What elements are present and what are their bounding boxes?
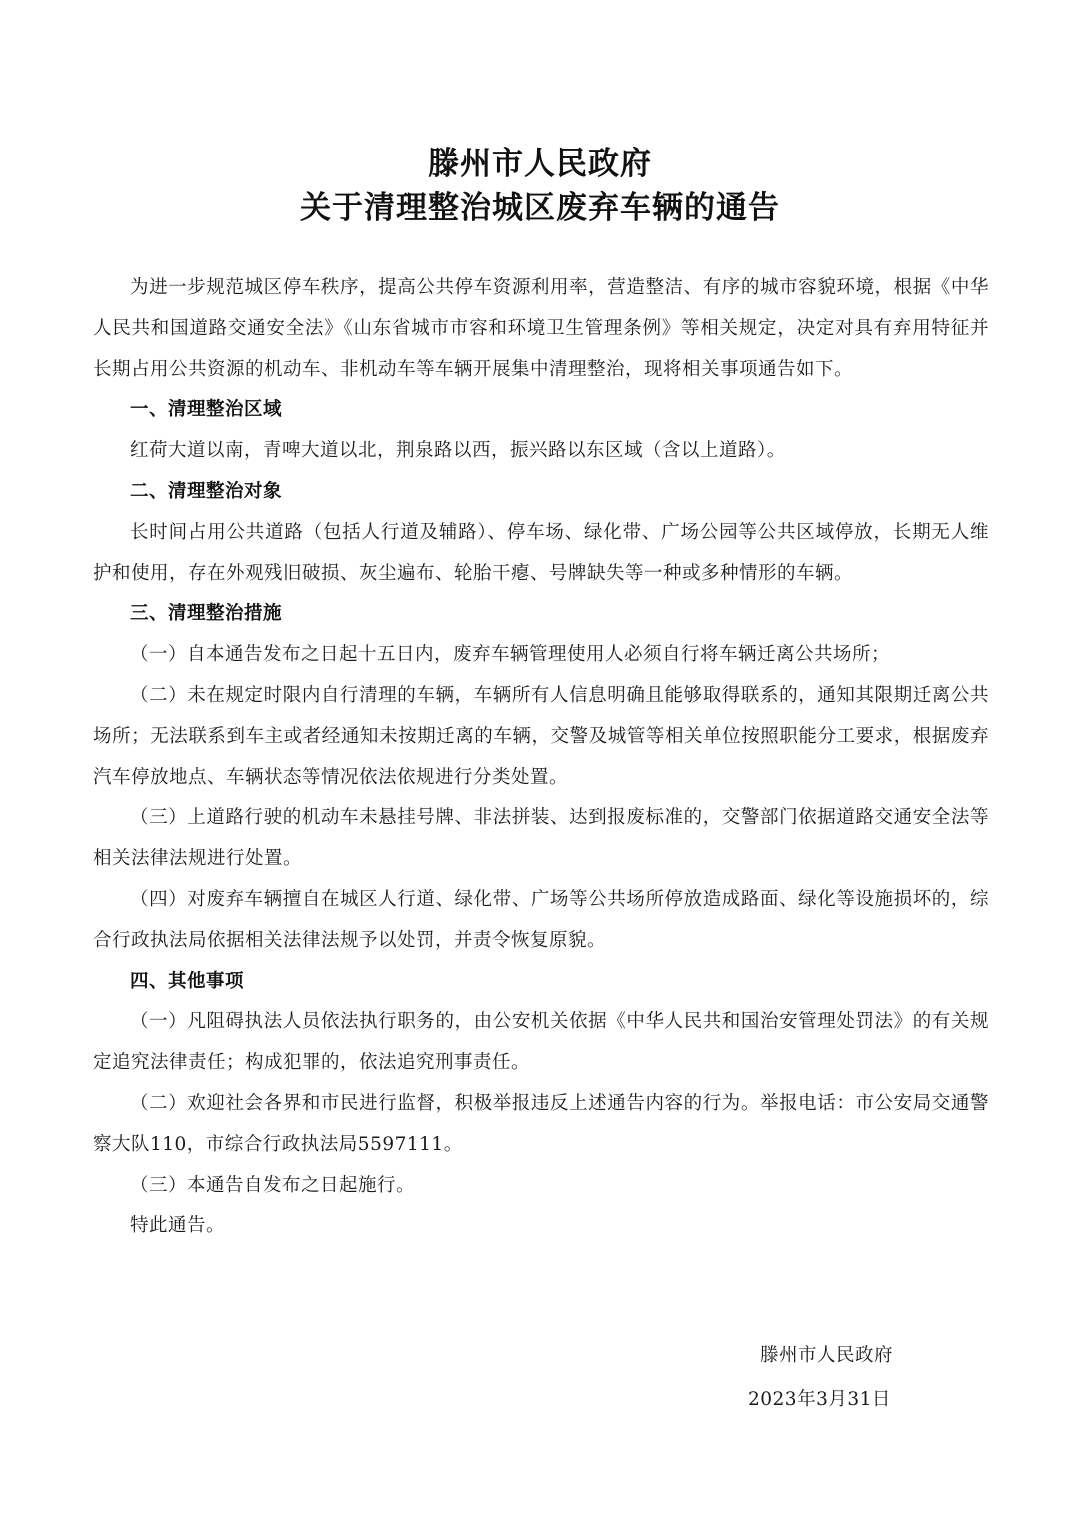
signature-organization: 滕州市人民政府 (760, 1345, 894, 1366)
section3-item-3: （三）上道路行驶的机动车未悬挂号牌、非法拼装、达到报废标准的，交警部门依据道路交通安全法等相关法律法规进行处置。 (93, 807, 989, 870)
closing-text: 特此通告。 (130, 1215, 226, 1237)
section2-heading: 二、清理整治对象 (130, 480, 283, 502)
section4-item-1: （一）凡阻碍执法人员依法执行职务的，由公安机关依据《中华人民共和国治安管理处罚法》的有关规定追究法律责任；构成犯罪的，依法追究刑事责任。 (93, 1011, 989, 1074)
section3-item-4: （四）对废弃车辆擅自在城区人行道、绿化带、广场等公共场所停放造成路面、绿化等设施损坏的，综合行政执法局依据相关法律法规予以处罚，并责令恢复原貌。 (93, 888, 989, 951)
document-body (93, 268, 989, 1247)
section3-heading: 三、清理整治措施 (130, 603, 283, 625)
signature-date: 2023年3月31日 (748, 1389, 891, 1410)
section4-item-3: （三）本通告自发布之日起施行。 (130, 1174, 416, 1196)
section1-text: 红荷大道以南，青啤大道以北，荆泉路以西，振兴路以东区域（含以上道路）。 (130, 440, 786, 462)
section4-item-2: （二）欢迎社会各界和市民进行监督，积极举报违反上述通告内容的行为。举报电话：市公安局交通警察大队110，市综合行政执法局5597111。 (93, 1092, 989, 1155)
section3-item-1: （一）自本通告发布之日起十五日内，废弃车辆管理使用人必须自行将车辆迁离公共场所； (130, 644, 891, 666)
section3-item-2: （二）未在规定时限内自行清理的车辆，车辆所有人信息明确且能够取得联系的，通知其限期迁离公共场所；无法联系到车主或者经通知未按期迁离的车辆，交警及城管等相关单位按照职能分工要求，根据废弃汽车停放地点、车辆状态等情况依法依规进行分类处置。 (93, 684, 989, 788)
section4-heading: 四、其他事项 (130, 970, 245, 992)
document-title-line1: 滕州市人民政府 (428, 146, 652, 182)
section1-heading: 一、清理整治区域 (130, 399, 283, 421)
intro-paragraph: 为进一步规范城区停车秩序，提高公共停车资源利用率，营造整洁、有序的城市容貌环境，根据《中华人民共和国道路交通安全法》《山东省城市市容和环境卫生管理条例》等相关规定，决定对具有弃用特征并长期占用公共资源的机动车、非机动车等车辆开展集中清理整治，现将相关事项通告如下。 (93, 277, 989, 380)
section2-text: 长时间占用公共道路（包括人行道及辅路）、停车场、绿化带、广场公园等公共区域停放，长期无人维护和使用，存在外观残旧破损、灰尘遍布、轮胎干瘪、号牌缺失等一种或多种情形的车辆。 (93, 521, 989, 584)
document-title-line2: 关于清理整治城区废弃车辆的通告 (300, 190, 780, 226)
